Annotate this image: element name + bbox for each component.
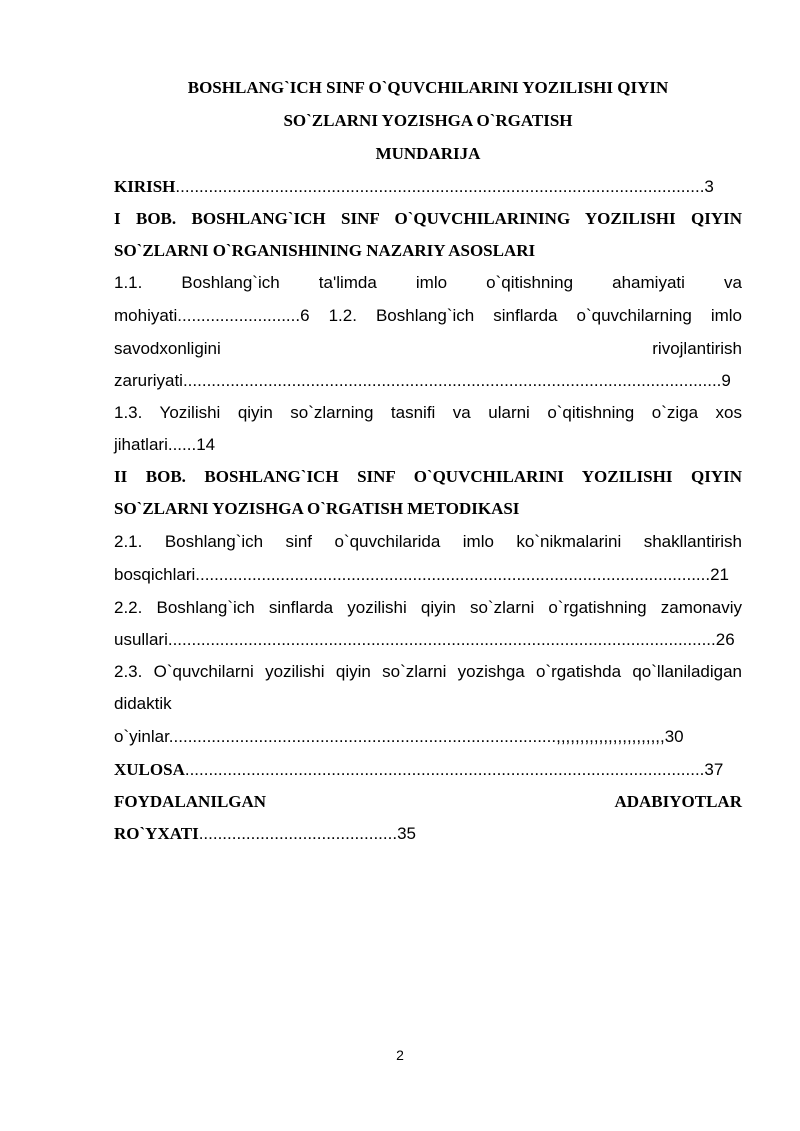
toc-references-label: RO`YXATI xyxy=(114,824,199,843)
page-number: 2 xyxy=(396,1047,404,1063)
toc-kirish-label: KIRISH xyxy=(114,177,176,196)
toc-chapter-1-line-1: I BOB. BOSHLANG`ICH SINF O`QUVCHILARINING YOZILISHI QIYIN xyxy=(114,209,742,228)
toc-section-1-1-word: 1.1. xyxy=(114,273,143,292)
document-title-line-2: SO`ZLARNI YOZISHGA O`RGATISH xyxy=(283,111,573,130)
toc-section-1-2-line-2: zaruriyati..................................................................................................................9 xyxy=(114,371,731,390)
document-title-line-1: BOSHLANG`ICH SINF O`QUVCHILARINI YOZILISHI QIYIN xyxy=(187,78,669,97)
toc-section-1-1-word: imlo xyxy=(415,273,448,292)
toc-section-2-2-line-1: 2.2. Boshlang`ich sinflarda yozilishi qiyin so`zlarni o`rgatishning zamonaviy xyxy=(114,598,742,617)
toc-section-2-1-line-1: 2.1. Boshlang`ich sinf o`quvchilarida imlo ko`nikmalarini shakllantirish xyxy=(114,532,742,551)
toc-chapter-1-line-2: SO`ZLARNI O`RGANISHINING NAZARIY ASOSLARI xyxy=(114,241,536,260)
toc-references-leader: .......................................... xyxy=(198,824,398,843)
toc-section-1-2-right: rivojlantirish xyxy=(652,339,742,358)
toc-references-right: ADABIYOTLAR xyxy=(614,792,742,811)
toc-entry-kirish xyxy=(114,177,740,197)
toc-chapter-2-line-1: II BOB. BOSHLANG`ICH SINF O`QUVCHILARINI YOZILISHI QIYIN xyxy=(114,467,742,486)
toc-xulosa-label: XULOSA xyxy=(114,760,185,779)
toc-section-2-1-line-2: bosqichlari.............................................................................................................21 xyxy=(114,565,729,584)
toc-section-1-1-word: Boshlang`ich xyxy=(181,273,280,292)
toc-section-1-1-word: ahamiyati xyxy=(612,273,685,292)
toc-section-2-3-line-2: didaktik xyxy=(114,694,172,713)
toc-kirish-leader: ................................................................................................................ xyxy=(175,177,705,196)
toc-references-left: FOYDALANILGAN xyxy=(114,792,267,811)
toc-chapter-2-line-2: SO`ZLARNI YOZISHGA O`RGATISH METODIKASI xyxy=(114,499,520,518)
toc-kirish-page: 3 xyxy=(704,177,714,196)
toc-section-1-1-word: o`qitishning xyxy=(486,273,574,292)
toc-xulosa-page: 37 xyxy=(704,760,724,779)
toc-section-1-1-word: ta'limda xyxy=(318,273,377,292)
toc-section-1-3-line-2: jihatlari......14 xyxy=(114,435,216,454)
toc-section-1-2-line-1 xyxy=(114,339,742,359)
toc-section-2-2-line-2: usullari....................................................................................................................26 xyxy=(114,630,735,649)
toc-entry-xulosa xyxy=(114,760,740,780)
toc-references-page: 35 xyxy=(397,824,416,843)
toc-section-2-3-line-1: 2.3. O`quvchilarni yozilishi qiyin so`zlarni yozishga o`rgatishda qo`llaniladigan xyxy=(114,662,742,681)
toc-section-1-1-line-1 xyxy=(114,273,742,293)
contents-heading: MUNDARIJA xyxy=(375,144,481,163)
toc-entry-references-line-2 xyxy=(114,824,742,844)
toc-section-1-1-word: va xyxy=(723,273,742,292)
toc-entry-references-line-1 xyxy=(114,792,742,812)
toc-section-1-3-line-1: 1.3. Yozilishi qiyin so`zlarning tasnifi va ularni o`qitishning o`ziga xos xyxy=(114,403,742,422)
toc-section-1-1-line-2: mohiyati..........................6 1.2. Boshlang`ich sinflarda o`quvchilarning imlo xyxy=(114,306,742,325)
toc-xulosa-leader: .............................................................................................................. xyxy=(184,760,705,779)
toc-section-1-2-left: savodxonligini xyxy=(114,339,221,358)
toc-section-2-3-line-3: o`yinlar..................................................................................,,,,,,,,,,,,,,,,,,,,,,,30 xyxy=(114,727,684,746)
